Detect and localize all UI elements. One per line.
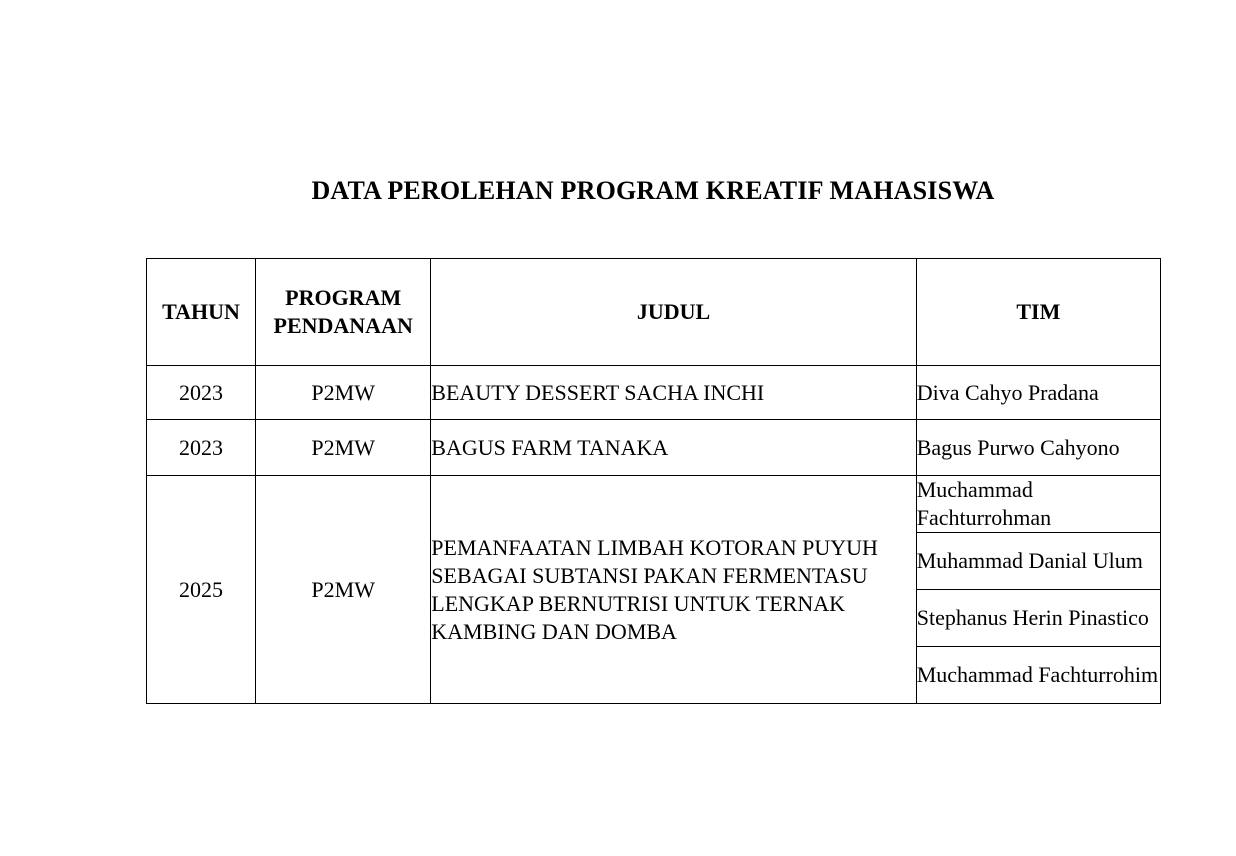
cell-program: P2MW [256, 366, 431, 420]
cell-tim-member: Muchammad Fachturrohman [916, 476, 1160, 533]
page-title: DATA PEROLEHAN PROGRAM KREATIF MAHASISWA [311, 176, 995, 205]
table-row [147, 366, 1161, 420]
cell-judul: BEAUTY DESSERT SACHA INCHI [431, 366, 916, 420]
header-program-pendanaan: PROGRAM PENDANAAN [256, 259, 431, 366]
cell-program: P2MW [256, 476, 431, 704]
cell-tahun: 2025 [147, 476, 256, 704]
table-row [147, 476, 1161, 533]
cell-tahun: 2023 [147, 420, 256, 476]
data-table [146, 258, 1161, 704]
header-tahun: TAHUN [147, 259, 256, 366]
table-header-row [147, 259, 1161, 366]
cell-tim-member: Stephanus Herin Pinastico [916, 590, 1160, 647]
header-judul: JUDUL [431, 259, 916, 366]
cell-judul: PEMANFAATAN LIMBAH KOTORAN PUYUH SEBAGAI SUBTANSI PAKAN FERMENTASU LENGKAP BERNUTRISI UNTUK TERNAK KAMBING DAN DOMBA [431, 476, 916, 704]
cell-tim-member: Muchammad Fachturrohim [916, 647, 1160, 704]
cell-tahun: 2023 [147, 366, 256, 420]
cell-program: P2MW [256, 420, 431, 476]
cell-judul: BAGUS FARM TANAKA [431, 420, 916, 476]
cell-tim-member: Diva Cahyo Pradana [916, 366, 1160, 420]
header-tim: TIM [916, 259, 1160, 366]
cell-tim-member: Bagus Purwo Cahyono [916, 420, 1160, 476]
cell-tim-member: Muhammad Danial Ulum [916, 533, 1160, 590]
table-row [147, 420, 1161, 476]
